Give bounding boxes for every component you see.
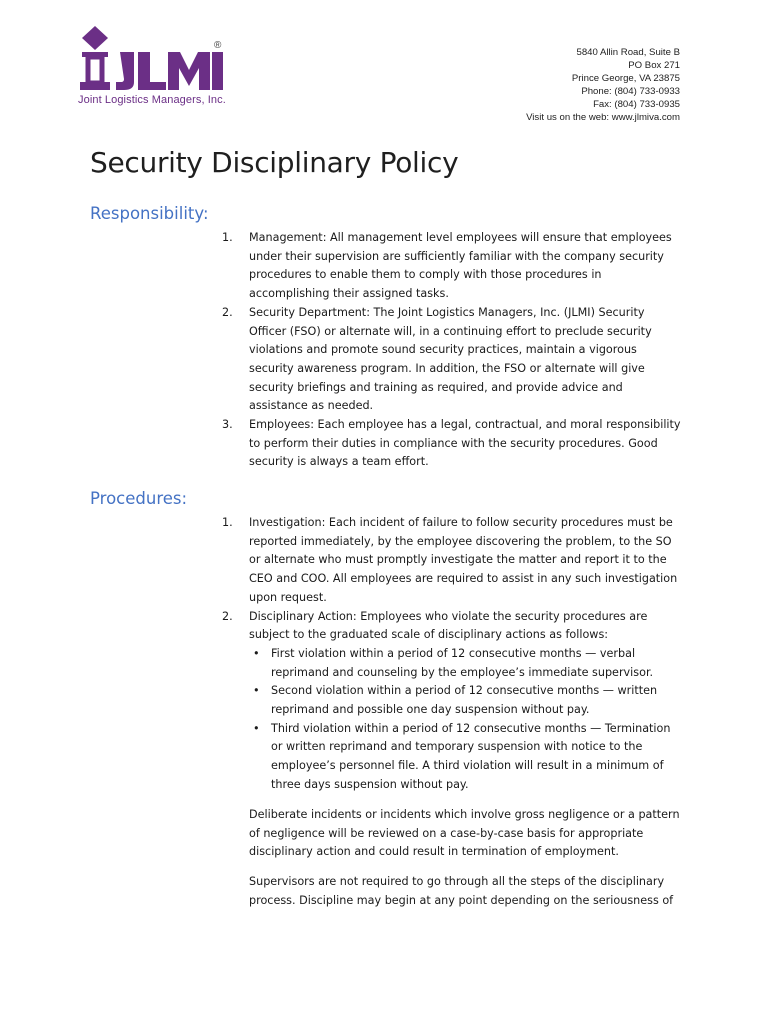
- list-item-text: Employees: Each employee has a legal, contractual, and moral responsibility to perform their duties in compliance with the security procedures. Good security is always a team effort.: [249, 418, 681, 469]
- bullet-text: Third violation within a period of 12 consecutive months — Termination or written reprimand and temporary suspension with notice to the employee’s personnel file. A third violation will result in a minimum of three days suspension without pay.: [271, 721, 671, 791]
- procedures-list: [220, 514, 682, 795]
- responsibility-heading: Responsibility:: [90, 204, 209, 223]
- negligence-paragraph: Deliberate incidents or incidents which involve gross negligence or a pattern of negligence will be reviewed on a case-by-case basis for appropriate disciplinary action and could result in termination of employment.: [249, 808, 680, 859]
- bullet-icon: •: [253, 684, 260, 698]
- bullet-text: Second violation within a period of 12 consecutive months — written reprimand and possible one day suspension without pay.: [271, 684, 658, 717]
- disciplinary-scale-list: [249, 645, 682, 795]
- bullet-icon: •: [253, 721, 260, 735]
- address-line: 5840 Allin Road, Suite B: [576, 47, 680, 58]
- procedures-heading: Procedures:: [90, 489, 188, 508]
- list-number: 2.: [222, 305, 233, 319]
- supervisors-paragraph: Supervisors are not required to go through all the steps of the disciplinary process. Discipline may begin at any point depending on the seriousness of: [249, 875, 674, 907]
- address-block: [526, 46, 680, 125]
- jlmi-logo-mark: [78, 26, 223, 96]
- bullet-item: [249, 645, 682, 682]
- logo-diamond-icon: [82, 26, 108, 50]
- list-item-text: Investigation: Each incident of failure to follow security procedures must be reported immediately, by the employee discovering the problem, to the SO or alternate who must promptly investigate the matter and report it to the CEO and COO. All employees are required to assist in any such investigation upon request.: [249, 516, 678, 604]
- phone-line: Phone: (804) 733-0933: [581, 86, 680, 98]
- list-item-text: Disciplinary Action: Employees who violate the security procedures are subject to the graduated scale of disciplinary actions as follows:: [249, 609, 648, 642]
- responsibility-list: [220, 229, 682, 472]
- list-item: [220, 514, 682, 608]
- registered-mark: ®: [214, 40, 222, 51]
- list-item: [220, 229, 682, 304]
- list-number: 2.: [222, 609, 233, 623]
- address-line: Prince George, VA 23875: [571, 73, 680, 85]
- address-line: PO Box 271: [628, 60, 680, 72]
- list-number: 3.: [222, 418, 233, 432]
- bullet-icon: •: [253, 646, 260, 660]
- fax-line: Fax: (804) 733-0935: [593, 99, 680, 111]
- website-line: Visit us on the web: www.jlmiva.com: [526, 112, 680, 124]
- bullet-text: First violation within a period of 12 consecutive months — verbal reprimand and counseling by the employee’s immediate supervisor.: [271, 646, 654, 679]
- list-item: [220, 304, 682, 416]
- bullet-item: [249, 720, 682, 795]
- list-item-text: Management: All management level employees will ensure that employees under their supervision are sufficiently familiar with the company security procedures to enable them to comply with those procedures in accomplishing their assigned tasks.: [249, 231, 672, 301]
- document-title: Security Disciplinary Policy: [90, 146, 459, 179]
- bullet-item: [249, 682, 682, 719]
- list-number: 1.: [222, 231, 233, 244]
- list-number: 1.: [222, 516, 233, 529]
- list-item-text: Security Department: The Joint Logistics Managers, Inc. (JLMI) Security Officer (FSO) or alternate will, in a continuing effort to preclude security violations and promote sound security practices, maintain a vigorous security awareness program. In addition, the FSO or alternate will give security briefings and training as required, and provide advice and assistance as needed.: [249, 305, 652, 413]
- list-item: [220, 608, 682, 795]
- company-name: Joint Logistics Managers, Inc.: [78, 94, 226, 106]
- list-item: [220, 416, 682, 472]
